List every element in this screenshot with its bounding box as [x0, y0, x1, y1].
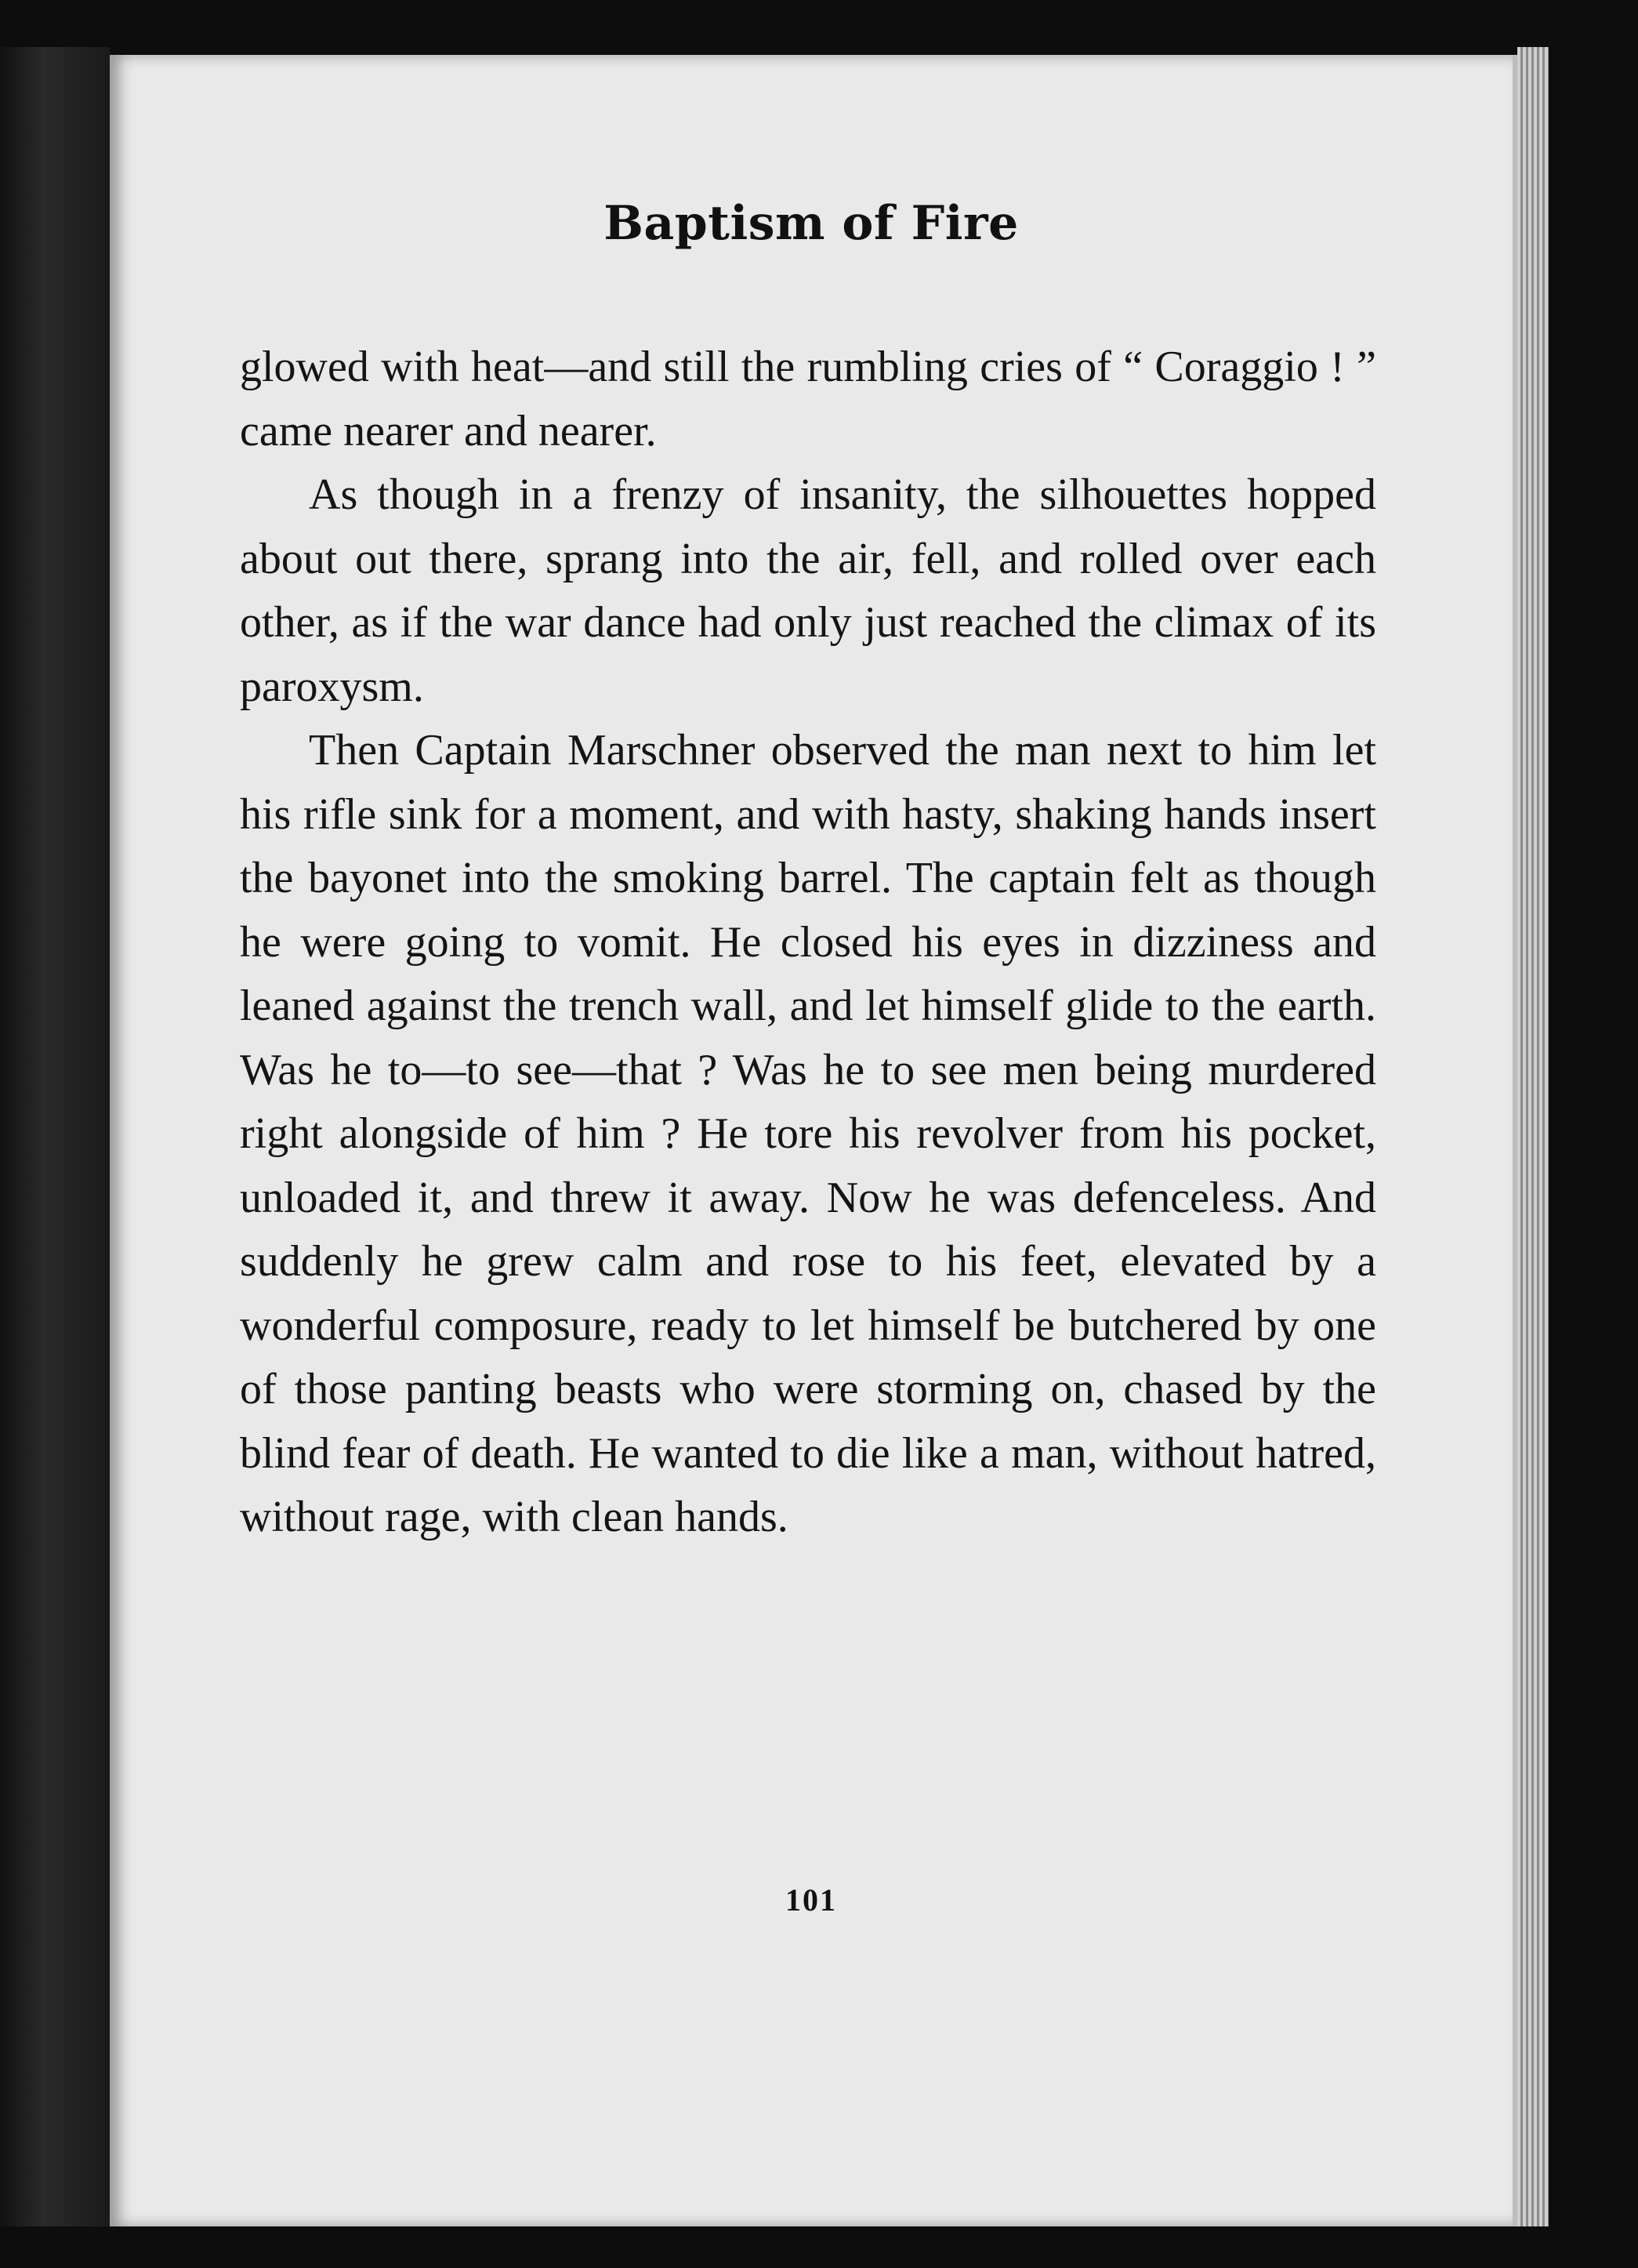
paragraph-continuation: glowed with heat—and still the rumbling cries of “ Coraggio ! ” came nearer and nearer.: [240, 343, 1376, 455]
page-number: 101: [785, 1882, 837, 1918]
body-text: [240, 336, 1376, 1550]
page-stack-edge: [1517, 47, 1549, 2226]
book-page: [110, 55, 1517, 2226]
running-title: Baptism of Fire: [603, 196, 1019, 251]
paragraph-frenzy: As though in a frenzy of insanity, the silhouettes hopped about out there, sprang into the air, fell, and rolled over each other, as if the war dance had only just reached the climax of its paroxysm.: [240, 470, 1376, 711]
paragraph-captain: Then Captain Marschner observed the man next to him let his rifle sink for a moment, and with hasty, shaking hands insert the bayonet into the smoking barrel. The captain felt as though he were going to vomit. He closed his eyes in dizziness and leaned against the trench wall, and let himself glide to the earth. Was he to—to see—that ? Was he to see men being murdered right alongside of him ? He tore his revolver from his pocket, unloaded it, and threw it away. Now he was defenceless. And suddenly he grew calm and rose to his feet, elevated by a wonderful composure, ready to let himself be butchered by one of those panting beasts who were storming on, chased by the blind fear of death. He wanted to die like a man, without hatred, without rage, with clean hands.: [240, 726, 1376, 1541]
left-page-edge: [0, 47, 110, 2226]
